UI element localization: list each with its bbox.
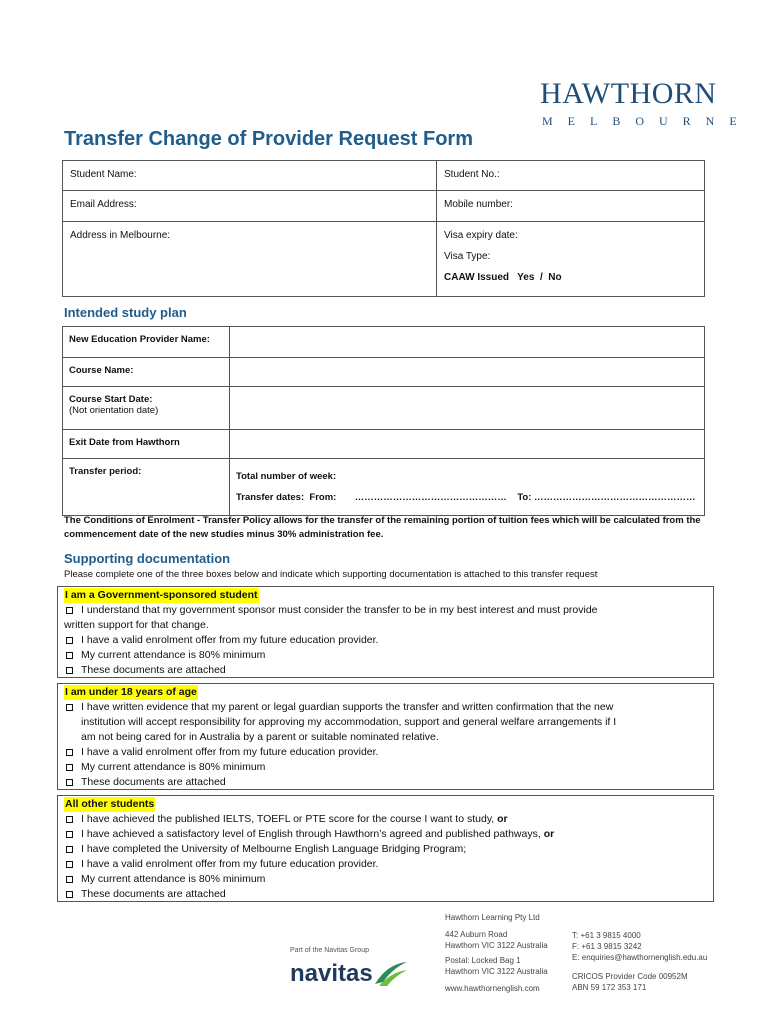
- course-input[interactable]: [230, 358, 705, 387]
- navitas-wordmark: navitas: [290, 960, 373, 987]
- checkbox[interactable]: [66, 861, 73, 868]
- list-item: I have achieved the published IELTS, TOEFL or PTE score for the course I want to study, or: [64, 812, 707, 827]
- gov-sponsored-box: [57, 586, 714, 678]
- list-item: My current attendance is 80% minimum: [64, 648, 707, 663]
- checkbox[interactable]: [66, 846, 73, 853]
- logo-wordmark: HAWTHORN: [540, 77, 717, 110]
- list-item: I have a valid enrolment offer from my future education provider.: [64, 745, 707, 760]
- navitas-swoosh-icon: [373, 960, 409, 988]
- list-item: I understand that my government sponsor must consider the transfer to be in my best interest and must provide: [64, 603, 707, 618]
- part-of-text: Part of the Navitas Group: [290, 947, 369, 954]
- list-item: I have a valid enrolment offer from my future education provider.: [64, 857, 707, 872]
- list-item-continuation: written support for that change.: [64, 619, 209, 631]
- checkbox[interactable]: [66, 749, 73, 756]
- checkbox[interactable]: [66, 652, 73, 659]
- logo-subtitle: MELBOURNE: [542, 114, 752, 128]
- form-title: Transfer Change of Provider Request Form: [64, 128, 473, 150]
- list-item: These documents are attached: [64, 663, 707, 678]
- checkbox[interactable]: [66, 607, 73, 614]
- checkbox[interactable]: [66, 779, 73, 786]
- list-item: My current attendance is 80% minimum: [64, 760, 707, 775]
- checkbox[interactable]: [66, 876, 73, 883]
- navitas-logo: [290, 947, 420, 997]
- exit-date-label: Exit Date from Hawthorn: [63, 430, 230, 459]
- provider-label: New Education Provider Name:: [63, 327, 230, 358]
- list-item-continuation: am not being cared for in Australia by a parent or suitable nominated relative.: [81, 731, 439, 743]
- student-name-label: Student Name:: [70, 169, 137, 180]
- course-label: Course Name:: [63, 358, 230, 387]
- conditions-note: The Conditions of Enrolment - Transfer Policy allows for the transfer of the remaining portion of tuition fees which will be calculated from the commencement date of the new studies minus 30% administration fee.: [64, 515, 701, 540]
- address-label: Address in Melbourne:: [70, 230, 171, 241]
- checkbox[interactable]: [66, 831, 73, 838]
- checkbox[interactable]: [66, 816, 73, 823]
- student-details-table: [62, 160, 705, 297]
- study-plan-table: [62, 326, 705, 516]
- under-18-box: [57, 683, 714, 790]
- email-label: Email Address:: [70, 199, 137, 210]
- other-students-box: [57, 795, 714, 902]
- student-no-field[interactable]: [437, 161, 705, 191]
- provider-input[interactable]: [230, 327, 705, 358]
- list-item: These documents are attached: [64, 775, 707, 790]
- exit-date-input[interactable]: [230, 430, 705, 459]
- checkbox[interactable]: [66, 637, 73, 644]
- list-item: I have a valid enrolment offer from my future education provider.: [64, 633, 707, 648]
- email-field[interactable]: [63, 191, 437, 222]
- start-date-label: [63, 387, 230, 430]
- visa-expiry-label: Visa expiry date:: [444, 230, 518, 241]
- or-word: or: [543, 828, 555, 840]
- or-word: or: [497, 813, 508, 825]
- visa-field[interactable]: [437, 222, 705, 297]
- checkbox[interactable]: [66, 704, 73, 711]
- start-date-note: (Not orientation date): [69, 405, 159, 416]
- checkbox[interactable]: [66, 764, 73, 771]
- transfer-period-input[interactable]: [230, 459, 705, 516]
- address-field[interactable]: [63, 222, 437, 297]
- transfer-period-label: Transfer period:: [63, 459, 230, 516]
- footer-company: Hawthorn Learning Pty Ltd: [445, 913, 540, 922]
- list-item-continuation: institution will accept responsibility for approving my accommodation, support and general welfare arrangements if I: [81, 716, 617, 728]
- supporting-intro: Please complete one of the three boxes below and indicate which supporting documentation is attached to this transfer request: [64, 569, 598, 580]
- under18-box-title: I am under 18 years of age: [65, 686, 197, 698]
- footer-address: Hawthorn Learning Pty Ltd 442 Auburn Road Hawthorn VIC 3122 Australia Postal: Locked Bag 1 Hawthorn VIC 3122 Australia www.hawthornenglish.com: [445, 913, 548, 993]
- list-item: These documents are attached: [64, 887, 707, 902]
- checkbox[interactable]: [66, 667, 73, 674]
- start-date-input[interactable]: [230, 387, 705, 430]
- caaw-label: CAAW Issued Yes / No: [444, 272, 562, 283]
- study-plan-heading: Intended study plan: [64, 305, 187, 320]
- list-item: I have written evidence that my parent or legal guardian supports the transfer and written confirmation that the new: [64, 700, 707, 715]
- list-item: My current attendance is 80% minimum: [64, 872, 707, 887]
- start-date-text: Course Start Date:: [69, 394, 153, 405]
- footer-contact: T: +61 3 9815 4000 F: +61 3 9815 3242 E: enquiries@hawthornenglish.edu.au CRICOS Provider Code 00952M ABN 59 172 353 171: [572, 931, 708, 992]
- other-box-title: All other students: [65, 798, 155, 810]
- checkbox[interactable]: [66, 891, 73, 898]
- total-weeks-label: Total number of week:: [236, 471, 337, 482]
- footer-email-link[interactable]: E: enquiries@hawthornenglish.edu.au: [572, 953, 708, 962]
- mobile-label: Mobile number:: [444, 199, 513, 210]
- transfer-dates-label: Transfer dates: From: ………………………………………… To: ……………………………………………: [236, 492, 696, 503]
- mobile-field[interactable]: [437, 191, 705, 222]
- hawthorn-logo: [540, 77, 752, 138]
- list-item: I have completed the University of Melbourne English Language Bridging Program;: [64, 842, 707, 857]
- footer-website-link[interactable]: www.hawthornenglish.com: [445, 984, 540, 993]
- visa-type-label: Visa Type:: [444, 251, 491, 262]
- gov-box-title: I am a Government-sponsored student: [65, 589, 258, 601]
- list-item: I have achieved a satisfactory level of English through Hawthorn’s agreed and published pathways, or: [64, 827, 707, 842]
- student-name-field[interactable]: [63, 161, 437, 191]
- student-no-label: Student No.:: [444, 169, 500, 180]
- supporting-heading: Supporting documentation: [64, 551, 231, 566]
